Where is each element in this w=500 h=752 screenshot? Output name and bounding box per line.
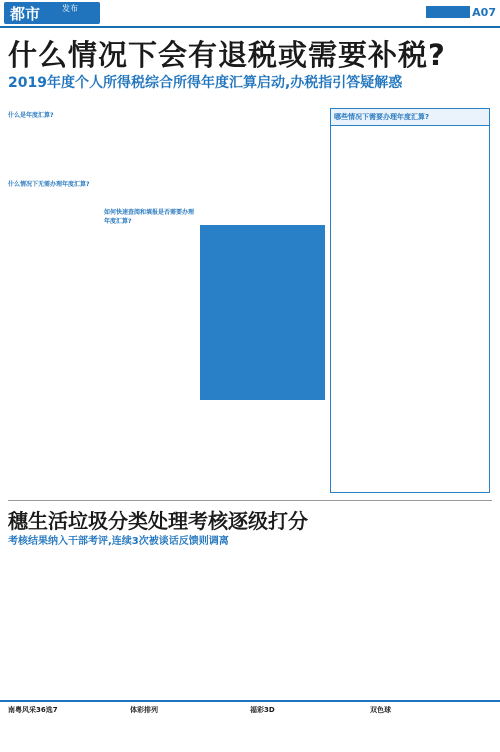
sidebar-heading: 哪些情况下需要办理年度汇算?: [331, 109, 489, 126]
column-1: [8, 108, 100, 488]
question-heading: 什么情况下无需办理年度汇算?: [8, 181, 90, 188]
callout-box: [200, 225, 325, 400]
main-subheadline: 2019年度个人所得税综合所得年度汇算启动,办税指引答疑解惑: [8, 75, 403, 91]
section-divider: [8, 500, 492, 501]
second-headline: 穗生活垃圾分类处理考核逐级打分: [8, 509, 308, 533]
question-heading: 如何快速查阅和填报是否需要办理年度汇算?: [104, 209, 195, 225]
article-column: [302, 553, 400, 693]
article-column: [106, 553, 204, 693]
lottery-box: 体彩排列: [130, 706, 158, 714]
lottery-box: 南粤风采36选7: [8, 706, 58, 714]
article-column: [400, 553, 498, 693]
page-number: A07: [472, 6, 496, 19]
article-column: [8, 553, 106, 693]
lottery-box: 双色球: [370, 706, 391, 714]
article-column: [204, 553, 302, 693]
section-logo: [4, 2, 100, 24]
main-headline: 什么情况下会有退税或需要补税?: [8, 38, 446, 72]
second-subheadline: 考核结果纳入干部考评,连续3次被谈话反馈则调离: [8, 536, 229, 547]
column-2: [104, 108, 196, 488]
masthead: [0, 0, 500, 28]
sidebar-box-1: [330, 108, 490, 493]
edition-badge: [426, 6, 470, 18]
lottery-footer: [0, 700, 500, 752]
column-3: [200, 108, 325, 218]
section-name: 都市: [10, 5, 41, 23]
sidebar-body: [331, 126, 489, 132]
lottery-box: 福彩3D: [250, 706, 275, 714]
section-tag: 发布: [62, 4, 78, 13]
question-heading: 什么是年度汇算?: [8, 112, 54, 119]
